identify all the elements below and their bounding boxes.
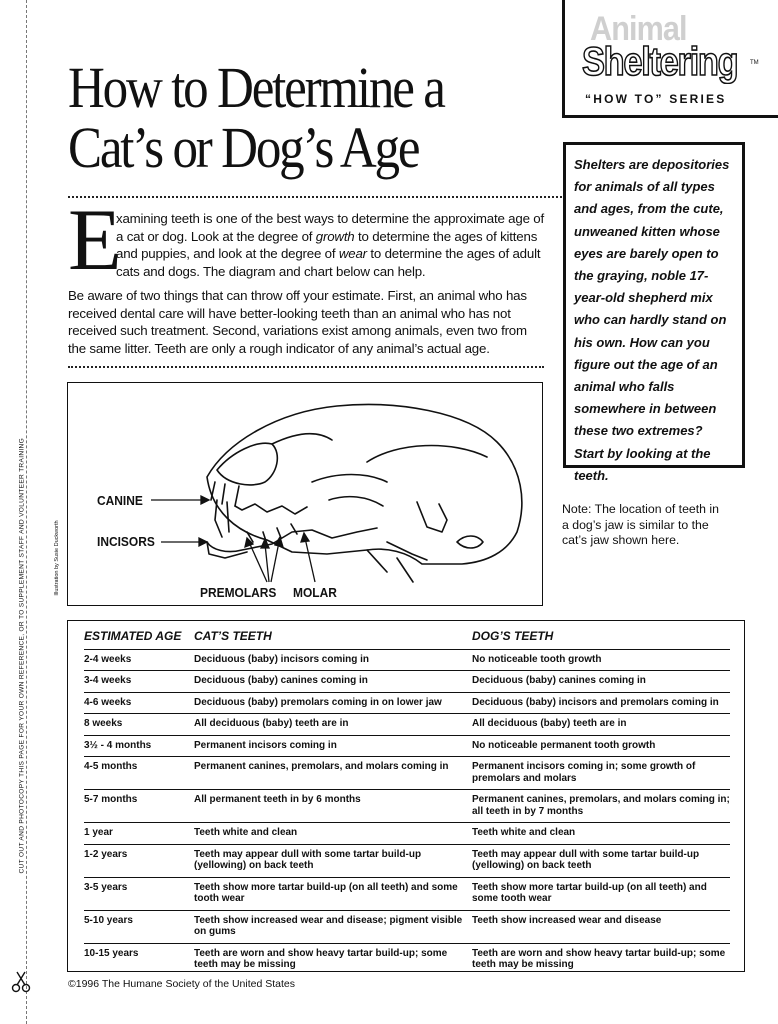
intro-text: to determine the ages of adult cats and dogs. The diagram and chart below can help. bbox=[116, 246, 541, 279]
series-label: “HOW TO” SERIES bbox=[585, 92, 727, 106]
logo-trademark: TM bbox=[750, 60, 759, 66]
age-cell: 3½ - 4 months bbox=[84, 735, 194, 757]
intro-text: xamining teeth is one of the best ways to determine the approximate age of a cat or dog. Look at the degree of bbox=[116, 211, 544, 244]
cat-cell: All permanent teeth in by 6 months bbox=[194, 790, 472, 823]
table-row bbox=[84, 735, 730, 757]
label-molar: MOLAR bbox=[293, 585, 337, 600]
scissors-icon bbox=[11, 971, 31, 993]
cat-cell: Teeth are worn and show heavy tartar build-up; some teeth may be missing bbox=[194, 947, 448, 970]
cat-cell: All deciduous (baby) teeth are in bbox=[194, 714, 472, 736]
table-row bbox=[84, 714, 730, 736]
dog-cell: No noticeable tooth growth bbox=[472, 649, 730, 671]
age-cell: 3-5 years bbox=[84, 877, 194, 910]
cat-cell: Deciduous (baby) premolars coming in on lower jaw bbox=[194, 692, 472, 714]
column-header-cat: CAT’S TEETH bbox=[194, 626, 472, 649]
age-cell: 4-5 months bbox=[84, 757, 194, 790]
title-line-1: How to Determine a bbox=[68, 55, 444, 120]
sidebar-callout: Shelters are depositories for animals of all types and ages, from the cute, unweaned kitten whose eyes are barely open to the graying, noble 17-year-old shepherd mix who can hardly stand on his own. How can you figure out the age of an animal who falls somewhere in between these two extremes? Start by looking at the teeth. bbox=[563, 142, 745, 468]
dotted-divider bbox=[68, 196, 562, 198]
cut-line bbox=[26, 0, 27, 1024]
age-cell: 4-6 weeks bbox=[84, 692, 194, 714]
age-cell: 5-10 years bbox=[84, 910, 194, 943]
age-cell: 10-15 years bbox=[84, 947, 139, 959]
column-header-dog: DOG’S TEETH bbox=[472, 626, 730, 649]
table-row bbox=[84, 844, 730, 877]
cat-skull-illustration bbox=[207, 405, 522, 583]
table-row bbox=[84, 692, 730, 714]
column-header-age: ESTIMATED AGE bbox=[84, 626, 194, 649]
intro-emphasis-wear: wear bbox=[338, 246, 367, 262]
dog-cell: All deciduous (baby) teeth are in bbox=[472, 714, 730, 736]
cat-cell: Teeth show increased wear and disease; pigment visible on gums bbox=[194, 910, 472, 943]
age-cell: 1 year bbox=[84, 823, 194, 845]
dog-cell: Deciduous (baby) canines coming in bbox=[472, 671, 730, 693]
age-cell: 2-4 weeks bbox=[84, 649, 194, 671]
cut-instructions: CUT OUT AND PHOTOCOPY THIS PAGE FOR YOUR OWN REFERENCE, OR TO SUPPLEMENT STAFF AND VOLUNTEER TRAINING bbox=[18, 437, 26, 874]
dog-cell: Permanent canines, premolars, and molars coming in; all teeth in by 7 months bbox=[472, 790, 730, 823]
table-row bbox=[84, 649, 730, 671]
copyright-notice: ©1996 The Humane Society of the United States bbox=[68, 978, 296, 990]
dog-cell: No noticeable permanent tooth growth bbox=[472, 735, 730, 757]
table-row bbox=[84, 877, 730, 910]
logo-animal-word: Animal bbox=[590, 10, 687, 48]
title-line-2: Cat’s or Dog’s Age bbox=[68, 115, 419, 180]
dotted-divider bbox=[68, 366, 544, 368]
dog-cell: Teeth may appear dull with some tartar build-up (yellowing) on back teeth bbox=[472, 844, 730, 877]
age-cell: 5-7 months bbox=[84, 790, 194, 823]
table-header-row bbox=[84, 626, 730, 649]
cat-cell: Permanent canines, premolars, and molars coming in bbox=[194, 757, 472, 790]
table-row bbox=[84, 823, 730, 845]
label-canine: CANINE bbox=[97, 493, 143, 508]
intro-emphasis-growth: growth bbox=[315, 228, 355, 244]
drop-cap: E bbox=[68, 192, 122, 289]
table-row bbox=[84, 910, 730, 943]
dog-cell: Teeth are worn and show heavy tartar build-up; some teeth may be missing bbox=[472, 947, 726, 970]
caution-paragraph: Be aware of two things that can throw off your estimate. First, an animal who has received dental care will have better-looking teeth than an animal who has not received such treatment. Second, variations exist among animals, even two from the same litter. Teeth are only a rough indicator of any animal’s actual age. bbox=[68, 288, 527, 356]
age-cell: 8 weeks bbox=[84, 714, 194, 736]
table-row bbox=[84, 943, 730, 976]
dog-cell: Teeth show increased wear and disease bbox=[472, 910, 730, 943]
illustration-credit: Illustration by Susie Duckworth bbox=[54, 520, 60, 596]
logo-sheltering-word: Sheltering bbox=[582, 40, 738, 84]
cat-cell: Deciduous (baby) incisors coming in bbox=[194, 649, 472, 671]
cat-cell: Teeth show more tartar build-up (on all teeth) and some tooth wear bbox=[194, 877, 472, 910]
age-cell: 1-2 years bbox=[84, 844, 194, 877]
dog-cell: Permanent incisors coming in; some growth of premolars and molars bbox=[472, 757, 730, 790]
intro-text: to determine the ages of kittens and puppies, and look at the degree of bbox=[116, 228, 538, 262]
label-premolars: PREMOLARS bbox=[200, 585, 277, 600]
dog-cell: Deciduous (baby) incisors and premolars coming in bbox=[472, 692, 730, 714]
diagram-arrows bbox=[151, 496, 315, 582]
intro-paragraph bbox=[116, 210, 548, 280]
age-cell: 3-4 weeks bbox=[84, 671, 194, 693]
dog-cell: Teeth show more tartar build-up (on all teeth) and some tooth wear bbox=[472, 877, 730, 910]
table-row bbox=[84, 757, 730, 790]
page-title bbox=[68, 55, 482, 180]
table-row bbox=[84, 790, 730, 823]
cat-cell: Teeth may appear dull with some tartar build-up (yellowing) on back teeth bbox=[194, 844, 472, 877]
cat-cell: Deciduous (baby) canines coming in bbox=[194, 671, 472, 693]
dog-jaw-note: Note: The location of teeth in a dog’s jaw is similar to the cat’s jaw shown here. bbox=[562, 502, 720, 547]
cat-cell: Permanent incisors coming in bbox=[194, 735, 472, 757]
table-row bbox=[84, 671, 730, 693]
dog-cell: Teeth white and clean bbox=[472, 823, 730, 845]
label-incisors: INCISORS bbox=[97, 534, 155, 549]
cat-cell: Teeth white and clean bbox=[194, 823, 472, 845]
age-chart-table bbox=[84, 626, 730, 976]
